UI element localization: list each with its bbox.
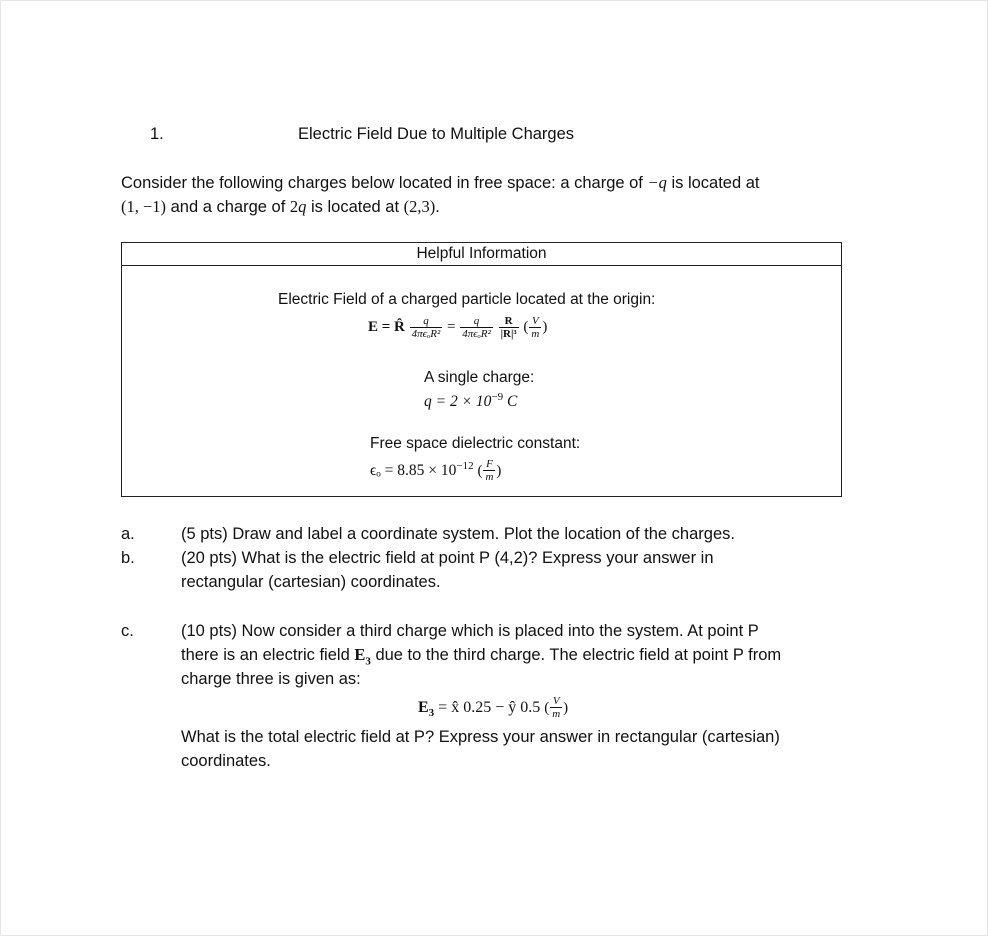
dielectric-value [370,458,501,484]
problem-number: 1. [150,125,164,143]
field-equation [368,312,547,342]
fraction-2-denominator: 4πϵₒR² [462,327,491,340]
part-c-marker: c. [121,622,134,640]
fraction-3 [499,316,519,340]
fraction-1-denominator: 4πϵₒR² [411,327,441,340]
field-e3-subscript: 3 [365,655,371,668]
part-c-text-1: (10 pts) Now consider a third charge which is placed into the system. At point P [181,622,759,640]
unit-paren-open: ( [523,319,529,335]
single-charge-label: A single charge: [424,369,535,386]
intro-text-4: is located at [306,198,404,216]
unit-fraction [529,316,541,340]
fraction-2 [460,316,493,340]
e3-lhs-subscript: 3 [428,707,435,720]
fraction-3-numerator: R [504,314,513,327]
single-charge-unit: C [507,393,518,410]
part-c-text-2 [181,643,781,667]
single-charge-value [424,392,517,412]
equals-sign: = [447,319,456,335]
single-charge-expression: q = 2 × 10 [424,393,492,410]
e3-unit-numerator: V [552,695,560,708]
e3-lhs: E [418,699,429,716]
fraction-1-numerator: q [423,314,429,327]
part-a-marker: a. [121,525,135,543]
e3-unit-denominator: m [552,708,561,721]
epsilon-expression: ϵₒ = 8.85 × 10 [370,462,457,479]
fraction-2-numerator: q [473,314,480,327]
charge-2-coefficient: 2 [289,197,299,216]
info-header: Helpful Information [122,243,841,266]
e3-rhs: = x̂ 0.25 − ŷ 0.5 [434,699,541,716]
part-c-text-2b: due to the third charge. The electric field at point P from [370,646,782,664]
fraction-1 [410,316,443,340]
intro-line-2 [121,195,440,219]
e3-equation [418,694,568,722]
problem-title: Electric Field Due to Multiple Charges [298,125,575,143]
eps-unit-numerator: F [486,458,493,471]
eps-paren-open: ( [477,463,483,479]
negative-charge: −q [647,173,667,192]
eps-paren-close: ) [496,463,502,479]
part-c-text-5: coordinates. [181,752,271,770]
intro-text-2: is located at [666,174,760,192]
e3-paren-open: ( [544,700,550,716]
e3-paren-close: ) [563,700,569,716]
part-b-text-2: rectangular (cartesian) coordinates. [181,573,441,591]
field-e3-symbol: E [354,645,366,664]
intro-text-1: Consider the following charges below located in free space: a charge of [121,174,648,192]
field-label: Electric Field of a charged particle located at the origin: [278,291,656,308]
intro-line-1 [121,171,760,195]
part-a-text: (5 pts) Draw and label a coordinate system. Plot the location of the charges. [181,525,735,543]
e3-unit-fraction [550,696,562,720]
coordinate-2: (2,3) [403,197,436,216]
intro-text-3: and a charge of [166,198,290,216]
charge-2-variable: q [298,197,307,216]
part-c-text-2a: there is an electric field [181,646,355,664]
eps-unit-fraction [483,459,495,483]
epsilon-exponent: −12 [456,459,474,472]
coordinate-1: (1, −1) [121,197,167,216]
part-c-text-4: What is the total electric field at P? Express your answer in rectangular (cartesian) [181,728,780,746]
unit-numerator: V [532,314,539,327]
fraction-3-denominator: |R|³ [500,327,517,340]
equation-lhs: E = R̂ [368,319,405,335]
part-c-text-3: charge three is given as: [181,670,361,688]
part-b-text-1: (20 pts) What is the electric field at point P (4,2)? Express your answer in [181,549,714,567]
part-b-marker: b. [121,549,135,567]
eps-unit-denominator: m [485,471,494,484]
unit-denominator: m [531,327,540,340]
single-charge-exponent: −9 [491,390,504,403]
intro-text-5: . [435,198,440,216]
unit-paren-close: ) [542,319,548,335]
dielectric-label: Free space dielectric constant: [370,435,581,452]
